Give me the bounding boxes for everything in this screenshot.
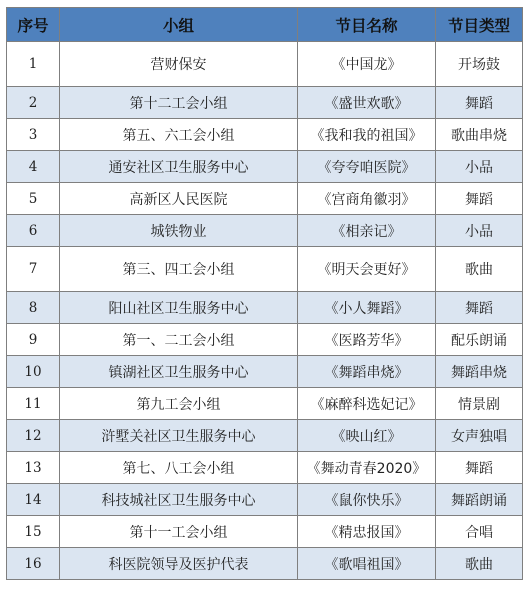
cell-no: 1 (7, 42, 60, 87)
cell-no: 15 (7, 516, 60, 548)
cell-program: 《麻醉科选妃记》 (298, 388, 436, 420)
cell-no: 7 (7, 247, 60, 292)
table-row (7, 247, 523, 292)
cell-group: 通安社区卫生服务中心 (60, 151, 298, 183)
cell-type: 舞蹈 (436, 183, 523, 215)
table-row (7, 420, 523, 452)
cell-program: 《中国龙》 (298, 42, 436, 87)
cell-program: 《夸夸咱医院》 (298, 151, 436, 183)
table-row (7, 516, 523, 548)
header-group: 小组 (60, 8, 298, 42)
cell-no: 8 (7, 292, 60, 324)
cell-type: 开场鼓 (436, 42, 523, 87)
cell-group: 第五、六工会小组 (60, 119, 298, 151)
cell-group: 营财保安 (60, 42, 298, 87)
cell-no: 16 (7, 548, 60, 580)
cell-type: 舞蹈朗诵 (436, 484, 523, 516)
table-row (7, 324, 523, 356)
table-row (7, 87, 523, 119)
table-row (7, 292, 523, 324)
cell-type: 合唱 (436, 516, 523, 548)
header-type: 节目类型 (436, 8, 523, 42)
program-list (6, 7, 522, 580)
cell-no: 12 (7, 420, 60, 452)
cell-type: 舞蹈 (436, 87, 523, 119)
cell-group: 城铁物业 (60, 215, 298, 247)
cell-type: 舞蹈串烧 (436, 356, 523, 388)
cell-type: 歌曲串烧 (436, 119, 523, 151)
cell-group: 浒墅关社区卫生服务中心 (60, 420, 298, 452)
cell-no: 14 (7, 484, 60, 516)
cell-no: 2 (7, 87, 60, 119)
table-row (7, 452, 523, 484)
cell-type: 小品 (436, 151, 523, 183)
table-row (7, 388, 523, 420)
cell-program: 《我和我的祖国》 (298, 119, 436, 151)
cell-group: 镇湖社区卫生服务中心 (60, 356, 298, 388)
cell-type: 配乐朗诵 (436, 324, 523, 356)
cell-program: 《小人舞蹈》 (298, 292, 436, 324)
cell-program: 《舞动青春2020》 (298, 452, 436, 484)
cell-group: 第三、四工会小组 (60, 247, 298, 292)
cell-type: 女声独唱 (436, 420, 523, 452)
cell-program: 《歌唱祖国》 (298, 548, 436, 580)
cell-program: 《鼠你快乐》 (298, 484, 436, 516)
cell-group: 第十一工会小组 (60, 516, 298, 548)
cell-program: 《精忠报国》 (298, 516, 436, 548)
cell-no: 9 (7, 324, 60, 356)
table-row (7, 183, 523, 215)
cell-no: 6 (7, 215, 60, 247)
cell-program: 《相亲记》 (298, 215, 436, 247)
program-table (6, 7, 523, 580)
cell-type: 情景剧 (436, 388, 523, 420)
cell-group: 高新区人民医院 (60, 183, 298, 215)
cell-type: 舞蹈 (436, 292, 523, 324)
header-no: 序号 (7, 8, 60, 42)
table-row (7, 215, 523, 247)
cell-type: 歌曲 (436, 247, 523, 292)
cell-type: 舞蹈 (436, 452, 523, 484)
cell-group: 第九工会小组 (60, 388, 298, 420)
cell-group: 科技城社区卫生服务中心 (60, 484, 298, 516)
table-row (7, 119, 523, 151)
cell-group: 阳山社区卫生服务中心 (60, 292, 298, 324)
cell-type: 小品 (436, 215, 523, 247)
table-row (7, 356, 523, 388)
header-row (7, 8, 523, 42)
cell-program: 《舞蹈串烧》 (298, 356, 436, 388)
cell-group: 科医院领导及医护代表 (60, 548, 298, 580)
cell-program: 《医路芳华》 (298, 324, 436, 356)
cell-program: 《明天会更好》 (298, 247, 436, 292)
cell-type: 歌曲 (436, 548, 523, 580)
cell-group: 第七、八工会小组 (60, 452, 298, 484)
cell-no: 10 (7, 356, 60, 388)
table-row (7, 548, 523, 580)
cell-no: 5 (7, 183, 60, 215)
table-row (7, 484, 523, 516)
table-row (7, 151, 523, 183)
table-row (7, 42, 523, 87)
cell-program: 《盛世欢歌》 (298, 87, 436, 119)
cell-no: 13 (7, 452, 60, 484)
cell-group: 第十二工会小组 (60, 87, 298, 119)
cell-program: 《宫商角徽羽》 (298, 183, 436, 215)
cell-program: 《映山红》 (298, 420, 436, 452)
cell-no: 3 (7, 119, 60, 151)
cell-group: 第一、二工会小组 (60, 324, 298, 356)
header-program: 节目名称 (298, 8, 436, 42)
cell-no: 4 (7, 151, 60, 183)
cell-no: 11 (7, 388, 60, 420)
